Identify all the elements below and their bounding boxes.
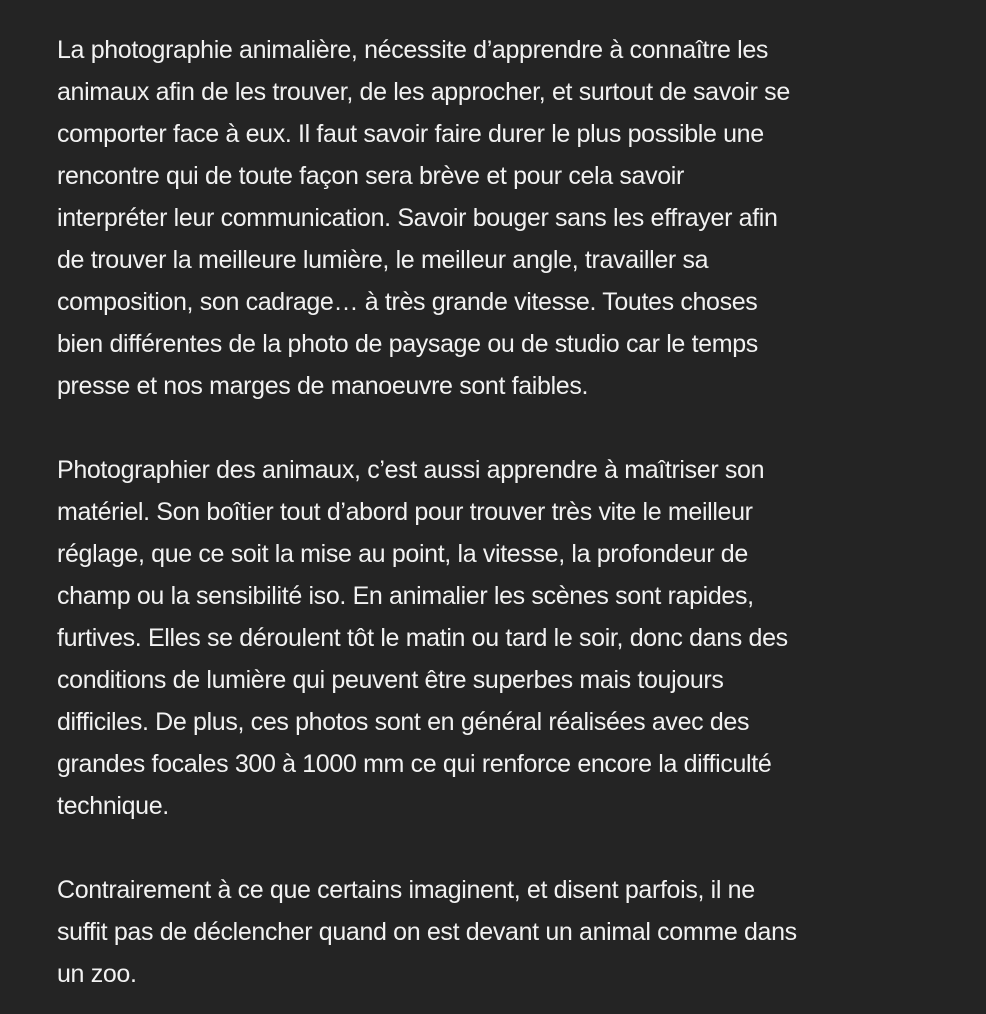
paragraph-line: technique. [57,792,169,820]
paragraph-line: champ ou la sensibilité iso. En animalier les scènes sont rapides, [57,582,754,610]
paragraph-line: de trouver la meilleure lumière, le meilleur angle, travailler sa [57,246,709,274]
paragraph-line: conditions de lumière qui peuvent être superbes mais toujours [57,666,724,694]
paragraph-3 [57,869,957,995]
paragraph-line: grandes focales 300 à 1000 mm ce qui renforce encore la difficulté [57,750,772,778]
paragraph-line: un zoo. [57,960,137,988]
paragraph-line: furtives. Elles se déroulent tôt le matin ou tard le soir, donc dans des [57,624,788,652]
paragraph-line: Photographier des animaux, c’est aussi apprendre à maîtriser son [57,456,765,484]
paragraph-line: suffit pas de déclencher quand on est devant un animal comme dans [57,918,797,946]
paragraph-1 [57,29,957,407]
paragraph-line: matériel. Son boîtier tout d’abord pour trouver très vite le meilleur [57,498,753,526]
paragraph-line: interpréter leur communication. Savoir bouger sans les effrayer afin [57,204,778,232]
paragraph-line: difficiles. De plus, ces photos sont en général réalisées avec des [57,708,750,736]
paragraph-line: bien différentes de la photo de paysage ou de studio car le temps [57,330,758,358]
paragraph-line: composition, son cadrage… à très grande vitesse. Toutes choses [57,288,758,316]
paragraph-2 [57,449,957,827]
paragraph-line: La photographie animalière, nécessite d’apprendre à connaître les [57,36,769,64]
article-body [57,29,957,995]
paragraph-line: Contrairement à ce que certains imaginent, et disent parfois, il ne [57,876,755,904]
paragraph-line: réglage, que ce soit la mise au point, la vitesse, la profondeur de [57,540,748,568]
paragraph-line: comporter face à eux. Il faut savoir faire durer le plus possible une [57,120,764,148]
paragraph-line: presse et nos marges de manoeuvre sont faibles. [57,372,589,400]
paragraph-line: rencontre qui de toute façon sera brève et pour cela savoir [57,162,684,190]
paragraph-line: animaux afin de les trouver, de les approcher, et surtout de savoir se [57,78,790,106]
